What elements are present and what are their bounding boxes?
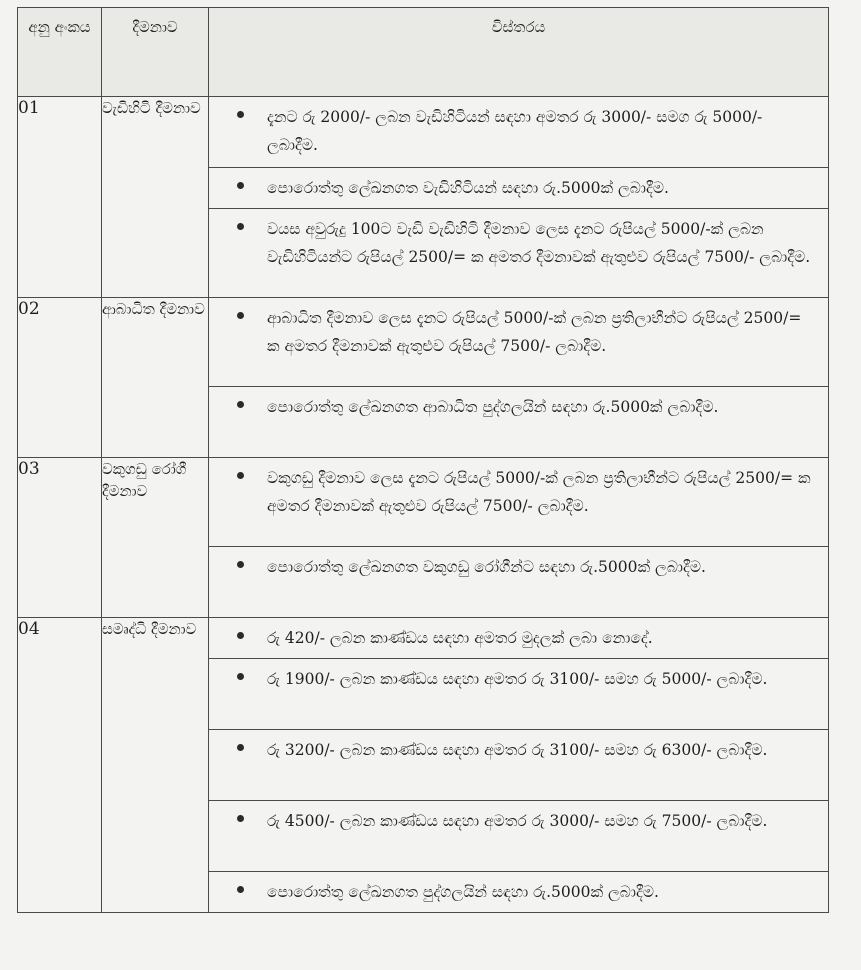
header-number: අනු අංකය xyxy=(18,8,102,97)
detail-text: වකුගඩු දීමනාව ලෙස දැනට රුපියල් 5000/-ක් ලබන ප්‍රතිලාභීන්ට රුපියල් 2500/= ක අමතර දීමනාවක් ඇතුළුව රුපියල් 7500/- ලබාදීම. xyxy=(267,469,811,515)
detail-text: පොරොත්තු ලේඛනගත ආබාධිත පුද්ගලයින් සඳහා රු.5000ක් ලබාදීම. xyxy=(267,398,719,416)
detail-text: දැනට රු 2000/- ලබන වැඩිහිටියන් සඳහා අමතර රු 3000/- සමග රු 5000/- ලබාදීම. xyxy=(267,108,763,154)
row-number: 04 xyxy=(18,618,102,913)
details-cell xyxy=(209,97,829,298)
detail-item xyxy=(209,168,828,209)
bullet-icon xyxy=(237,744,244,751)
details-cell xyxy=(209,618,829,913)
detail-item xyxy=(209,547,828,617)
bullet-icon xyxy=(237,632,244,639)
detail-text: රු 1900/- ලබන කාණ්ඩය සඳහා අමතර රු 3100/- සමහ රු 5000/- ලබාදීම. xyxy=(267,670,768,688)
detail-item xyxy=(209,209,828,297)
table-header-row xyxy=(18,8,829,97)
table-row xyxy=(18,618,829,913)
bullet-icon xyxy=(237,815,244,822)
detail-item xyxy=(209,387,828,457)
allowance-name: සමෘද්ධි දීමනාව xyxy=(102,618,209,913)
bullet-icon xyxy=(237,111,244,118)
bullet-icon xyxy=(237,673,244,680)
table-row xyxy=(18,458,829,618)
details-list xyxy=(209,458,828,617)
detail-item xyxy=(209,872,828,912)
detail-item xyxy=(209,97,828,168)
allowance-table xyxy=(17,7,829,913)
details-list xyxy=(209,97,828,297)
detail-item xyxy=(209,801,828,872)
detail-text: පොරොත්තු ලේඛනගත වැඩිහිටියන් සඳහා රු.5000ක් ලබාදීම. xyxy=(267,179,669,197)
details-cell xyxy=(209,458,829,618)
detail-text: රු 3200/- ලබන කාණ්ඩය සඳහා අමතර රු 3100/- සමහ රු 6300/- ලබාදීම. xyxy=(267,741,768,759)
header-details: විස්තරය xyxy=(209,8,829,97)
allowance-name: ආබාධිත දීමනාව xyxy=(102,298,209,458)
detail-text: වයස අවුරුදු 100ට වැඩි වැඩිහිටි දීමනාව ලෙස දැනට රුපියල් 5000/-ක් ලබන වැඩිහිටියන්ට රුපියල් 2500/= ක අමතර දීමනාවක් ඇතුළුව රුපියල් 7500/- ලබාදීම. xyxy=(267,220,811,266)
table-row xyxy=(18,298,829,458)
detail-item xyxy=(209,618,828,659)
detail-item xyxy=(209,659,828,730)
bullet-icon xyxy=(237,886,244,893)
table-body xyxy=(18,97,829,913)
detail-item xyxy=(209,298,828,387)
row-number: 01 xyxy=(18,97,102,298)
detail-text: රු 4500/- ලබන කාණ්ඩය සඳහා අමතර රු 3000/- සමහ රු 7500/- ලබාදීම. xyxy=(267,812,768,830)
bullet-icon xyxy=(237,223,244,230)
allowance-name: වකුගඩු රෝගී දීමනාව xyxy=(102,458,209,618)
header-allowance: දීමනාව xyxy=(102,8,209,97)
bullet-icon xyxy=(237,182,244,189)
bullet-icon xyxy=(237,472,244,479)
bullet-icon xyxy=(237,401,244,408)
bullet-icon xyxy=(237,561,244,568)
detail-text: පොරොත්තු ලේඛනගත වකුගඩු රෝගීන්ට සඳහා රු.5000ක් ලබාදීම. xyxy=(267,558,706,576)
table-row xyxy=(18,97,829,298)
detail-text: පොරොත්තු ලේඛනගත පුද්ගලයින් සඳහා රු.5000ක් ලබාදීම. xyxy=(267,883,659,901)
detail-item xyxy=(209,730,828,801)
allowance-name: වැඩිහිටි දීමනාව xyxy=(102,97,209,298)
detail-item xyxy=(209,458,828,547)
detail-text: රු 420/- ලබන කාණ්ඩය සඳහා අමතර මුදලක් ලබා නොදේ. xyxy=(267,629,653,647)
detail-text: ආබාධිත දීමනාව ලෙස දැනට රුපියල් 5000/-ක් ලබන ප්‍රතිලාභීන්ට රුපියල් 2500/= ක අමතර දීමනාවක් ඇතුළුව රුපියල් 7500/- ලබාදීම. xyxy=(267,309,802,355)
row-number: 02 xyxy=(18,298,102,458)
details-list xyxy=(209,618,828,912)
details-list xyxy=(209,298,828,457)
details-cell xyxy=(209,298,829,458)
row-number: 03 xyxy=(18,458,102,618)
bullet-icon xyxy=(237,312,244,319)
